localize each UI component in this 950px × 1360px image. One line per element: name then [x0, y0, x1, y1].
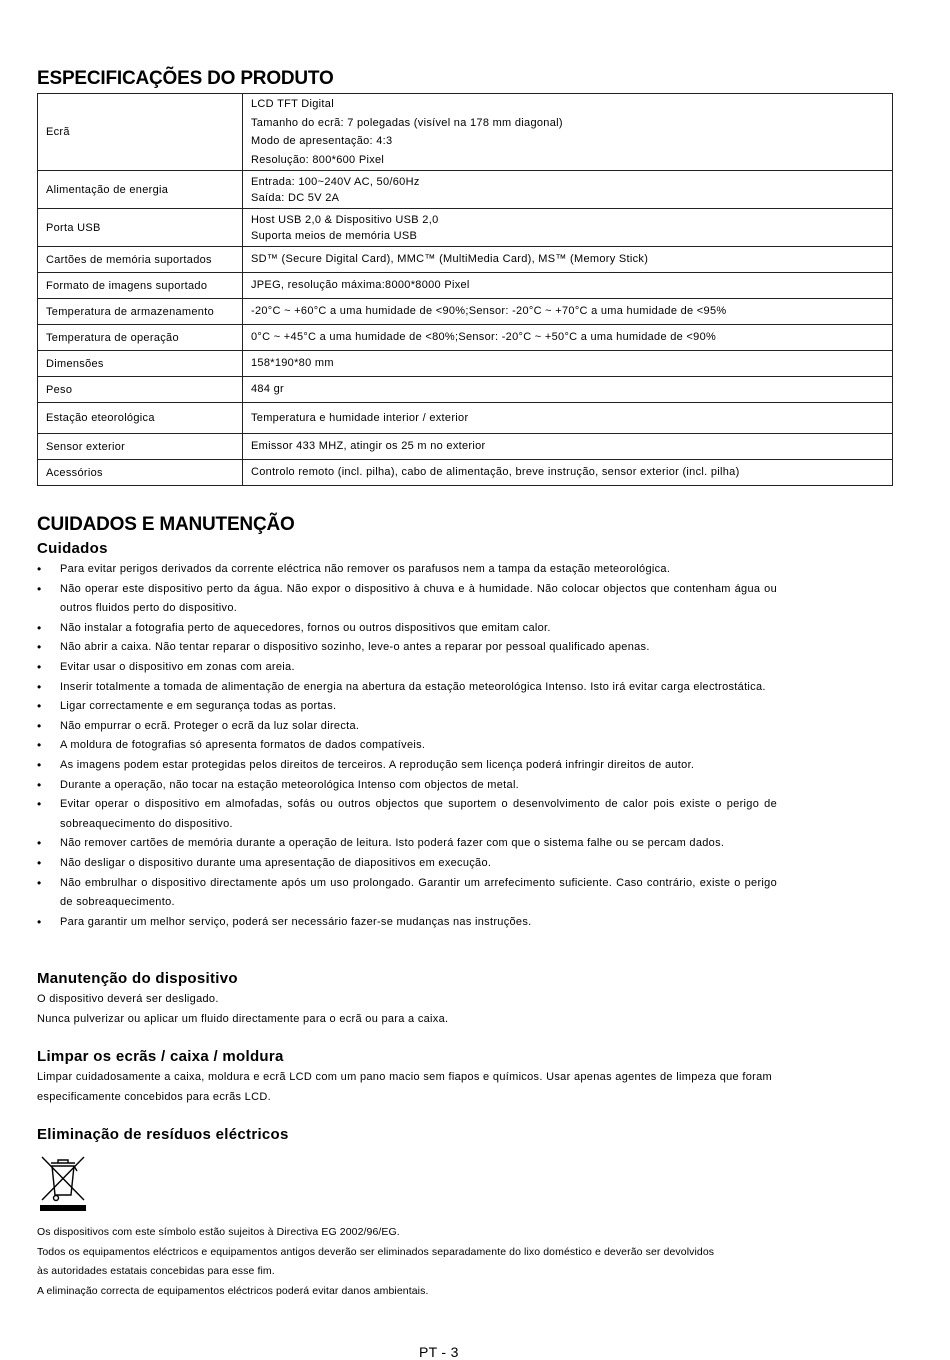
list-item: • Evitar usar o dispositivo em zonas com areia.: [37, 658, 777, 678]
spec-value: [243, 403, 893, 434]
list-item: • Não desligar o dispositivo durante uma apresentação de diapositivos em execução.: [37, 854, 777, 874]
spec-row: [38, 247, 893, 273]
spec-value: [243, 247, 893, 273]
care-section-title: CUIDADOS E MANUTENÇÃO: [37, 514, 295, 535]
spec-value-line: LCD TFT Digital: [251, 98, 334, 110]
list-item: • Durante a operação, não tocar na estação meteorológica Intenso com objectos de metal.: [37, 776, 777, 796]
maintenance-line: O dispositivo deverá ser desligado.: [37, 993, 219, 1005]
spec-value-line: Host USB 2,0 & Dispositivo USB 2,0: [251, 213, 439, 226]
cleaning-text: Limpar cuidadosamente a caixa, moldura e ecrã LCD com um pano macio sem fiapos e químicos. Usar apenas agentes de limpeza que foram especificamente concebidos para ecrãs LCD.: [37, 1071, 772, 1103]
spec-label: Dimensões: [38, 351, 243, 377]
spec-row: [38, 273, 893, 299]
spec-value-line: Saída: DC 5V 2A: [251, 191, 340, 204]
spec-value-line: 0°C ~ +45°C a uma humidade de <80%;Sensor: -20°C ~ +50°C a uma humidade de <90%: [251, 331, 717, 344]
waste-line: Os dispositivos com este símbolo estão sujeitos à Directiva EG 2002/96/EG.: [37, 1226, 400, 1238]
spec-table: [37, 93, 893, 486]
spec-row: [38, 460, 893, 486]
spec-value-line: Resolução: 800*600 Pixel: [251, 153, 385, 166]
maintenance-text: [37, 990, 772, 1029]
list-item: • Não remover cartões de memória durante a operação de leitura. Isto poderá fazer com que o sistema falhe ou se percam dados.: [37, 834, 777, 854]
spec-value-line: Entrada: 100~240V AC, 50/60Hz: [251, 175, 420, 188]
spec-row: [38, 377, 893, 403]
crossed-out-wheelie-bin-icon: [37, 1153, 89, 1213]
spec-row: [38, 351, 893, 377]
list-item: • Para garantir um melhor serviço, poderá ser necessário fazer-se mudanças nas instruções.: [37, 913, 777, 933]
list-item: • As imagens podem estar protegidas pelos direitos de terceiros. A reprodução sem licença poderá infringir direitos de autor.: [37, 756, 777, 776]
spec-row: [38, 299, 893, 325]
spec-value: [243, 273, 893, 299]
spec-label: Temperatura de operação: [38, 325, 243, 351]
spec-value-line: Controlo remoto (incl. pilha), cabo de alimentação, breve instrução, sensor exterior (incl. pilha): [251, 466, 740, 479]
spec-value: [243, 351, 893, 377]
spec-row: [38, 403, 893, 434]
spec-label: Cartões de memória suportados: [38, 247, 243, 273]
list-item: • Não empurrar o ecrã. Proteger o ecrã da luz solar directa.: [37, 717, 777, 737]
spec-value-line: JPEG, resolução máxima:8000*8000 Pixel: [251, 279, 470, 292]
spec-label: Sensor exterior: [38, 434, 243, 460]
list-item: • A moldura de fotografias só apresenta formatos de dados compatíveis.: [37, 736, 777, 756]
spec-value-line: -20°C ~ +60°C a uma humidade de <90%;Sensor: -20°C ~ +70°C a uma humidade de <95%: [251, 305, 727, 318]
list-item: • Não operar este dispositivo perto da água. Não expor o dispositivo à chuva e à humidade. Não colocar objectos que contenham água ou outros fluidos perto do dispositivo.: [37, 580, 777, 619]
care-subtitle: Cuidados: [37, 540, 108, 557]
spec-section-title: ESPECIFICAÇÕES DO PRODUTO: [37, 68, 334, 89]
maintenance-line: Nunca pulverizar ou aplicar um fluido directamente para o ecrã ou para a caixa.: [37, 1012, 449, 1025]
list-item: • Ligar correctamente e em segurança todas as portas.: [37, 697, 777, 717]
list-item: • Não embrulhar o dispositivo directamente após um uso prolongado. Garantir um arrefecimento suficiente. Caso contrário, existe o perigo de sobreaquecimento.: [37, 874, 777, 913]
spec-label: Estação eteorológica: [38, 403, 243, 434]
spec-row: [38, 94, 893, 171]
page-number: PT - 3: [419, 1344, 459, 1360]
spec-value: [243, 299, 893, 325]
list-item: • Para evitar perigos derivados da corrente eléctrica não remover os parafusos nem a tampa da estação meteorológica.: [37, 560, 777, 580]
spec-value: [243, 94, 893, 171]
spec-value: [243, 460, 893, 486]
spec-value-line: Tamanho do ecrã: 7 polegadas (visível na 178 mm diagonal): [251, 116, 563, 129]
spec-row: [38, 171, 893, 209]
maintenance-title: Manutenção do dispositivo: [37, 970, 238, 987]
list-item: • Não abrir a caixa. Não tentar reparar o dispositivo sozinho, leve-o antes a reparar por pessoal qualificado apenas.: [37, 638, 777, 658]
waste-text: [37, 1223, 772, 1301]
spec-label: Alimentação de energia: [38, 171, 243, 209]
spec-label: Ecrã: [38, 94, 243, 171]
spec-value-line: Suporta meios de memória USB: [251, 229, 418, 242]
waste-line: às autoridades estatais concebidas para esse fim.: [37, 1265, 275, 1278]
spec-label: Peso: [38, 377, 243, 403]
spec-value: [243, 325, 893, 351]
waste-line: Todos os equipamentos eléctricos e equipamentos antigos deverão ser eliminados separadamente do lixo doméstico e deverão ser devolvidos: [37, 1245, 715, 1258]
spec-value-line: Modo de apresentação: 4:3: [251, 135, 393, 147]
cleaning-title: Limpar os ecrãs / caixa / moldura: [37, 1048, 284, 1065]
spec-value-line: Temperatura e humidade interior / exterior: [251, 411, 469, 424]
spec-row: [38, 434, 893, 460]
spec-label: Formato de imagens suportado: [38, 273, 243, 299]
list-item: • Inserir totalmente a tomada de alimentação de energia na abertura da estação meteorológica Intenso. Isto irá evitar carga electrostática.: [37, 678, 777, 698]
spec-value-line: 158*190*80 mm: [251, 357, 334, 370]
waste-line: A eliminação correcta de equipamentos eléctricos poderá evitar danos ambientais.: [37, 1284, 429, 1297]
spec-value-line: SD™ (Secure Digital Card), MMC™ (MultiMedia Card), MS™ (Memory Stick): [251, 253, 649, 266]
waste-title: Eliminação de resíduos eléctricos: [37, 1126, 289, 1143]
spec-label: Acessórios: [38, 460, 243, 486]
spec-row: [38, 325, 893, 351]
spec-label: Temperatura de armazenamento: [38, 299, 243, 325]
spec-value: [243, 171, 893, 209]
spec-value-line: Emissor 433 MHZ, atingir os 25 m no exterior: [251, 440, 486, 453]
spec-value: [243, 377, 893, 403]
spec-value-line: 484 gr: [251, 383, 284, 396]
list-item: • Evitar operar o dispositivo em almofadas, sofás ou outros objectos que suportem o desenvolvimento de calor pois existe o perigo de sobreaquecimento do dispositivo.: [37, 795, 777, 834]
spec-value: [243, 209, 893, 247]
care-list: [37, 560, 777, 932]
spec-label: Porta USB: [38, 209, 243, 247]
spec-value: [243, 434, 893, 460]
list-item: • Não instalar a fotografia perto de aquecedores, fornos ou outros dispositivos que emitam calor.: [37, 619, 777, 639]
spec-row: [38, 209, 893, 247]
